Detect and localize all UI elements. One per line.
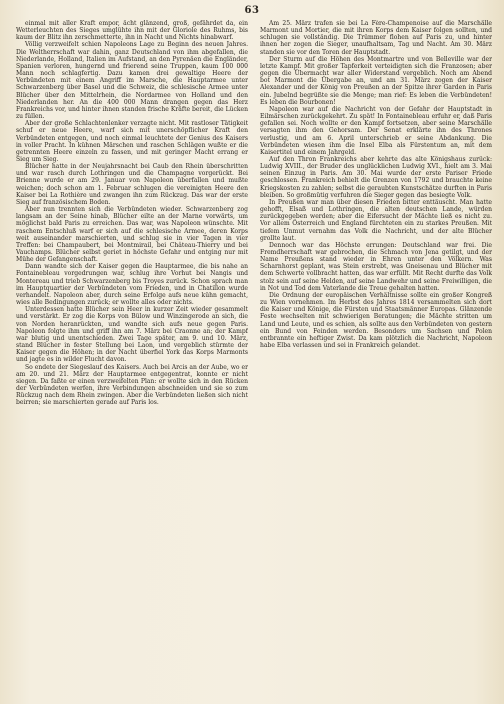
paragraph: Dann wandte sich der Kaiser gegen die Hauptarmee, die bis nahe an Fontainebleau vorgedrungen war, schlug ihre Vorhut bei Nangis und Montereau und trieb Schwarzenberg bis Troyes zurück. Schon sprach man im Hauptquartier der Verbündeten vom Frieden, und in Chatillon wurde verhandelt. Napoleon aber, durch seine Erfolge aufs neue kühn gemacht, wies alle Bedingungen zurück; er wollte alles oder nichts. bbox=[16, 263, 248, 307]
text-column-left bbox=[16, 20, 248, 698]
paragraph: Am 25. März trafen sie bei La Fère-Champenoise auf die Marschälle Marmont und Mortier, die mit ihren Korps dem Kaiser folgen sollten, und schlugen sie vollständig. Die Trümmer flohen auf Paris zu, und hinter ihnen her zogen die Sieger, unaufhaltsam, Tag und Nacht. Am 30. März standen sie vor den Toren der Hauptstadt. bbox=[260, 20, 492, 56]
paragraph: Napoleon war auf die Nachricht von der Gefahr der Hauptstadt in Eilmärschen zurückgekehrt. Zu spät! In Fontainebleau erfuhr er, daß Paris gefallen sei. Noch wollte er den Kampf fortsetzen, aber seine Marschälle versagten ihm den Gehorsam. Der Senat erklärte ihn des Thrones verlustig, und am 6. April unterschrieb er seine Abdankung. Die Verbündeten wiesen ihm die Insel Elba als Fürstentum an, mit dem Kaisertitel und einem Jahrgeld. bbox=[260, 105, 492, 156]
paragraph: Völlig verzweifelt schien Napoleons Lage zu Beginn des neuen Jahres. Die Weltherrschaft war dahin, ganz Deutschland von ihm abgefallen, die Niederlande, Holland, Italien im Aufstand, an den Pyrenäen die Engländer, Spanien verloren, hungernd und frierend seine Truppen, kaum 100 000 Mann noch schlagfertig. Dazu kamen drei gewaltige Heere der Verbündeten mit einem Angriff im Marsche, die Hauptarmee unter Schwarzenberg über Basel und die Schweiz, die schlesische Armee unter Blücher über den Mittelrhein, die Nordarmee von Holland und den Niederlanden her. An die 400 000 Mann drangen gegen das Herz Frankreichs vor, und hinter ihnen standen frische Kräfte bereit, die Lücken zu füllen. bbox=[16, 41, 248, 121]
paragraph: Dennoch war das Höchste errungen: Deutschland war frei. Die Fremdherrschaft war gebrochen, die Schmach von Jena getilgt, und der Name Preußens stand wieder in Ehren unter den Völkern. Was Scharnhorst geplant, was Stein erstrebt, was Gneisenau und Blücher mit dem Schwerte vollbracht hatten, das war erfüllt. Mit Recht durfte das Volk stolz sein auf seine Helden, auf seine Landwehr und seine Freiwilligen, die in Not und Tod dem Vaterlande die Treue gehalten hatten. bbox=[260, 241, 492, 292]
paragraph: Aber nun trennten sich die Verbündeten wieder. Schwarzenberg zog langsam an der Seine hinab, Blücher eilte an der Marne vorwärts, um möglichst bald Paris zu erreichen. Das war, was Napoleon wünschte. Mit raschem Entschluß warf er sich auf die schlesische Armee, deren Korps weit auseinander marschierten, und schlug sie in vier Tagen in vier Treffen: bei Champaubert, bei Montmirail, bei Château-Thierry und bei Vauchamps. Blücher selbst geriet in höchste Gefahr und entging nur mit Mühe der Gefangenschaft. bbox=[16, 206, 248, 264]
paragraph: So endete der Siegeslauf des Kaisers. Auch bei Arcis an der Aube, wo er am 20. und 21. März der Hauptarmee entgegentrat, konnte er nicht siegen. Da faßte er einen verzweifelten Plan: er wollte sich in den Rücken der Verbündeten werfen, ihre Verbindungen abschneiden und sie so zum Rückzug nach dem Rhein zwingen. Aber die Verbündeten ließen sich nicht beirren; sie marschierten gerade auf Paris los. bbox=[16, 363, 248, 407]
paragraph: Unterdessen hatte Blücher sein Heer in kurzer Zeit wieder gesammelt und verstärkt. Er zog die Korps von Bülow und Winzingerode an sich, die von Norden heranrückten, und wandte sich aufs neue gegen Paris. Napoleon folgte ihm und griff ihn am 7. März bei Craonne an; der Kampf war blutig und unentschieden. Zwei Tage später, am 9. und 10. März, stand Blücher in fester Stellung bei Laon, und vergeblich stürmte der Kaiser gegen die Höhen; in der Nacht überfiel York das Korps Marmonts und jagte es in wilder Flucht davon. bbox=[16, 306, 248, 364]
paragraph: Der Sturm auf die Höhen des Montmartre und von Belleville war der letzte Kampf. Mit großer Tapferkeit verteidigten sich die Franzosen; aber gegen die Übermacht war aller Widerstand vergeblich. Noch am Abend bot Marmont die Übergabe an, und am 31. März zogen der Kaiser Alexander und der König von Preußen an der Spitze ihrer Garden in Paris ein. Jubelnd begrüßte sie die Menge; man rief: Es leben die Verbündeten! Es leben die Bourbonen! bbox=[260, 55, 492, 106]
paragraph: Auf den Thron Frankreichs aber kehrte das alte Königshaus zurück: Ludwig XVIII., der Bruder des unglücklichen Ludwig XVI., hielt am 3. Mai seinen Einzug in Paris. Am 30. Mai wurde der erste Pariser Friede geschlossen. Frankreich behielt die Grenzen von 1792 und brauchte keine Kriegskosten zu zahlen; selbst die geraubten Kunstschätze durften in Paris bleiben. So großmütig verfuhren die Sieger gegen das besiegte Volk. bbox=[260, 155, 492, 199]
text-column-right bbox=[260, 20, 492, 698]
paragraph: Die Ordnung der europäischen Verhältnisse sollte ein großer Kongreß zu Wien vornehmen. Im Herbst des Jahres 1814 versammelten sich dort die Kaiser und Könige, die Fürsten und Staatsmänner Europas. Glänzende Feste wechselten mit schwierigen Beratungen; die Mächte stritten um Land und Leute, und es schien, als sollte aus den Verbündeten von gestern ein Bund von Feinden werden. Besonders um Sachsen und Polen entbrannte ein heftiger Zwist. Da kam plötzlich die Nachricht, Napoleon habe Elba verlassen und sei in Frankreich gelandet. bbox=[260, 291, 492, 350]
paragraph: Blücher hatte in der Neujahrsnacht bei Caub den Rhein überschritten und war rasch durch Lothringen und die Champagne vorgerückt. Bei Brienne wurde er am 29. Januar von Napoleon überfallen und mußte weichen; doch schon am 1. Februar schlugen die vereinigten Heere den Kaiser bei La Rothière und zwangen ihn zum Rückzug. Das war der erste Sieg auf französischem Boden. bbox=[16, 163, 248, 206]
paragraph: In Preußen war man über diesen Frieden bitter enttäuscht. Man hatte gehofft, Elsaß und Lothringen, die alten deutschen Lande, würden zurückgegeben werden; aber die Eifersucht der Mächte ließ es nicht zu. Vor allem Österreich und England fürchteten ein zu starkes Preußen. Mit tiefem Unmut vernahm das Volk die Nachricht, und der alte Blücher grollte laut. bbox=[260, 198, 492, 242]
paragraph: Aber der große Schlachtenlenker verzagte nicht. Mit rastloser Tätigkeit schuf er neue Heere, warf sich mit unerschöpflicher Kraft den Verbündeten entgegen, und noch einmal leuchtete der Genius des Kaisers in voller Pracht. In kühnen Märschen und raschen Schlägen wußte er die getrennten Heere einzeln zu fassen, und mit geringer Macht errang er Sieg um Sieg. bbox=[16, 120, 248, 163]
page-number: 63 bbox=[244, 5, 260, 16]
paragraph: einmal mit aller Kraft empor, ächt glänzend, groß, gefährdet da, ein Wetterleuchten des Sieges umglühte ihn mit der Gloriole des Ruhms, bis kaum der Blitz ihn zerschmetterte, ihn in Nacht und Nichts hinabwarf. bbox=[16, 20, 248, 42]
text-columns bbox=[16, 20, 492, 698]
